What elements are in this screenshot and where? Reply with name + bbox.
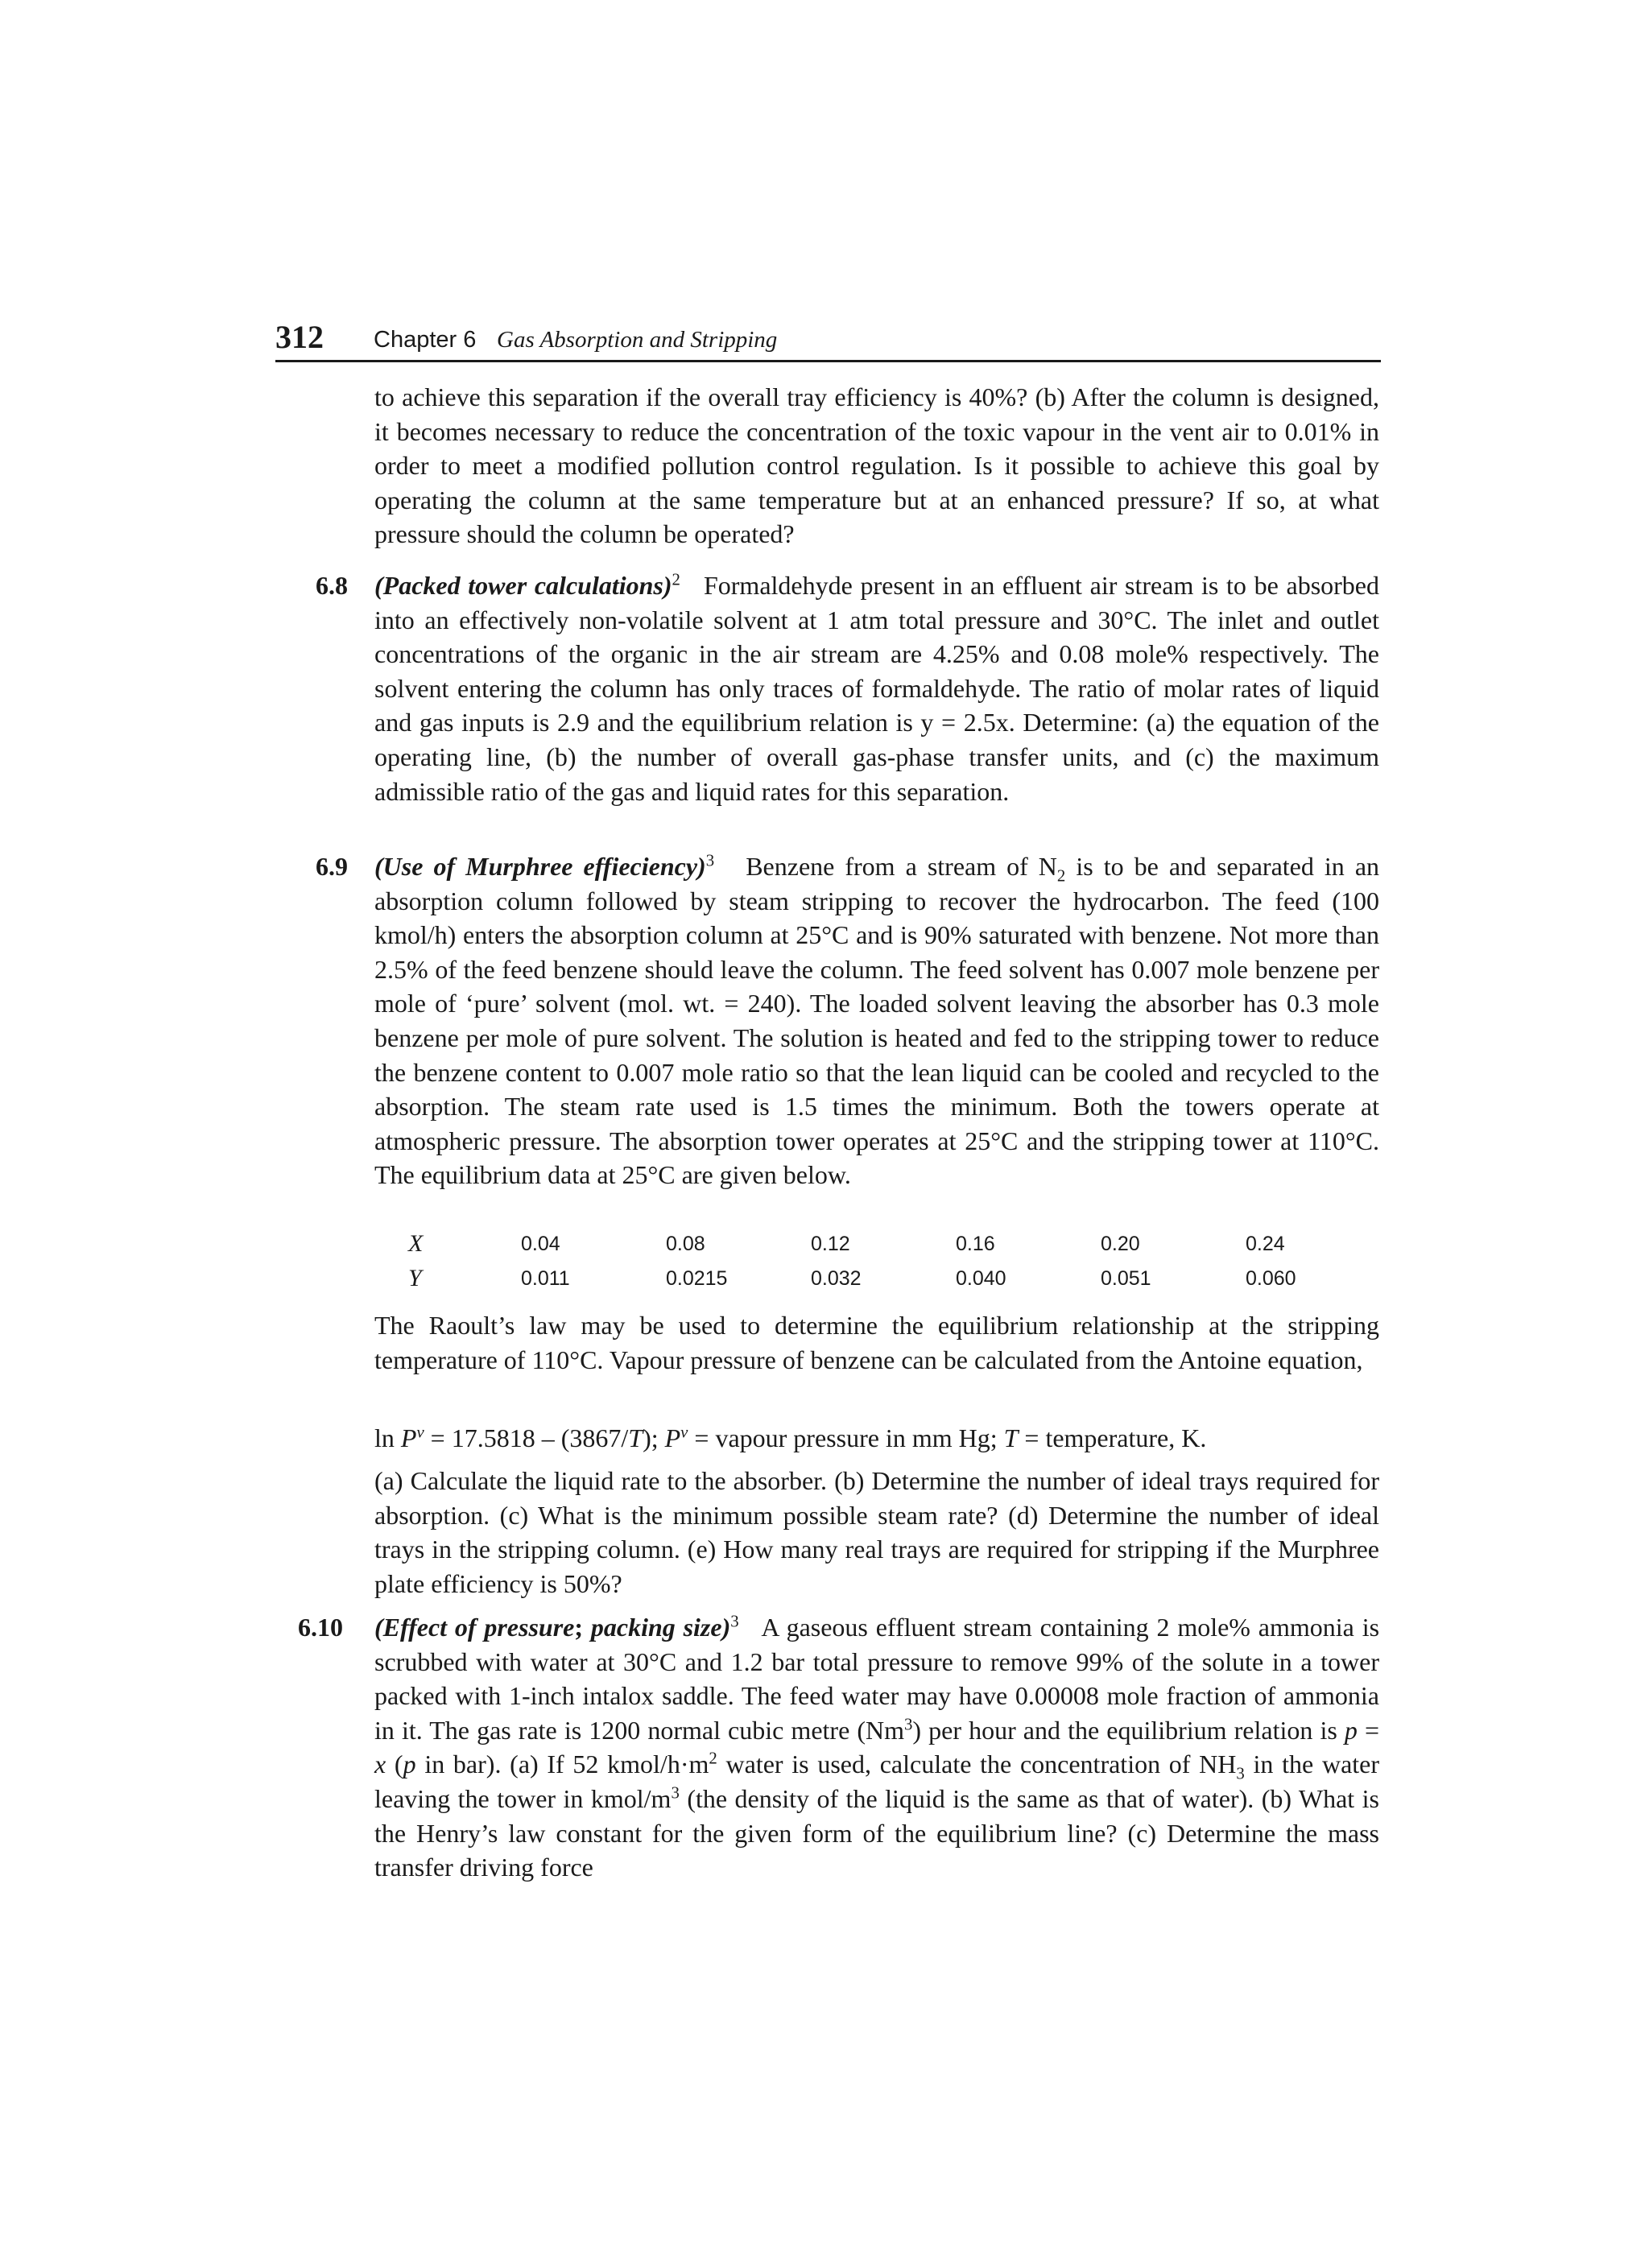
superscript: 3 <box>904 1715 913 1734</box>
problem-number-6-8: 6.8 <box>316 571 348 600</box>
body-part: ) per hour and the equilibrium relation is <box>912 1715 1345 1745</box>
problem-6-8-topic: (Packed tower calculations) <box>374 571 672 600</box>
subscript: 3 <box>1236 1764 1245 1783</box>
chapter-label: Chapter 6 <box>374 327 477 353</box>
problem-6-8-text <box>374 568 1379 808</box>
body-part: = <box>1357 1715 1380 1745</box>
body-part: water is used, calculate the concentration of NH <box>717 1750 1237 1779</box>
body-part: in the water leaving the tower in kmol/m <box>374 1750 1380 1813</box>
variable-p: p <box>403 1750 416 1779</box>
body-part: ( <box>386 1750 403 1779</box>
problem-6-10-topic <box>374 1613 730 1642</box>
equation-part: = vapour pressure in mm Hg; <box>688 1423 1004 1452</box>
table-cell: 0.04 <box>521 1233 560 1255</box>
equation-symbol-t: T <box>1003 1423 1019 1452</box>
problem-6-9-body-a: Benzene from a stream of N <box>746 852 1057 881</box>
body-part: (the density of the liquid is the same as that of water). (b) What is the Henry’s law constant for the given form of the equilibrium line? (c) Determine the mass transfer driving force <box>374 1783 1380 1882</box>
table-cell: 0.20 <box>1101 1233 1140 1255</box>
problem-number-6-10: 6.10 <box>298 1613 343 1642</box>
problem-6-10-ref: 3 <box>730 1612 739 1631</box>
problem-number-6-9: 6.9 <box>316 852 348 881</box>
table-label-y: Y <box>408 1265 422 1291</box>
body-part: A gaseous effluent stream containing 2 mole% ammonia is scrubbed with water at 30°C and 1.2 bar total pressure to remove 99% of the solute in a tower packed with 1-inch intalox saddle. The feed water may have 0.00008 mole fraction of ammonia in it. The gas rate is 1200 normal cubic metre (Nm <box>374 1613 1380 1745</box>
equation-superscript-v: v <box>416 1423 424 1442</box>
page-header <box>275 318 1381 362</box>
variable-x: x <box>374 1750 386 1779</box>
table-cell: 0.051 <box>1101 1267 1151 1290</box>
problem-6-9-ref: 3 <box>705 851 715 870</box>
problem-6-9-questions: (a) Calculate the liquid rate to the absorber. (b) Determine the number of ideal trays required for absorption. (c) What is the minimum possible steam rate? (d) Determine the number of ideal trays in the stripping column. (e) How many real trays are required for stripping if the Murphree plate efficiency is 50%? <box>374 1466 1379 1598</box>
superscript: 3 <box>671 1783 680 1803</box>
page-number: 312 <box>275 319 324 355</box>
raoult-paragraph: The Raoult’s law may be used to determine the equilibrium relationship at the stripping temperature of 110°C. Vapour pressure of benzene can be calculated from the Antoine equation, <box>374 1311 1379 1374</box>
topic-separator: ; <box>574 1613 584 1642</box>
problem-6-9-text <box>374 849 1379 1192</box>
antoine-equation <box>374 1421 1379 1456</box>
equation-symbol-p: P <box>400 1423 417 1452</box>
table-cell: 0.040 <box>956 1267 1006 1290</box>
equation-symbol-p: P <box>664 1423 681 1452</box>
table-cell: 0.011 <box>521 1267 570 1290</box>
topic-part: (Effect of pressure <box>374 1613 575 1642</box>
equation-superscript-v: v <box>680 1423 688 1442</box>
topic-part: packing size) <box>583 1613 731 1642</box>
problem-6-9-topic: (Use of Murphree effieciency) <box>374 852 706 881</box>
table-cell: 0.08 <box>666 1233 705 1255</box>
continuation-paragraph: to achieve this separation if the overall tray efficiency is 40%? (b) After the column is designed, it becomes necessary to reduce the concentration of the toxic vapour in the vent air to 0.01% in order to meet a modified pollution control regulation. Is it possible to achieve this goal by operating the column at the same temperature but at an enhanced pressure? If so, at what pressure should the column be operated? <box>374 382 1379 549</box>
chapter-title: Gas Absorption and Stripping <box>497 327 778 353</box>
superscript: 2 <box>709 1749 717 1768</box>
table-cell: 0.060 <box>1246 1267 1296 1290</box>
equation-symbol-t: T <box>628 1423 643 1452</box>
problem-6-9-sub: 2 <box>1056 866 1066 886</box>
equation-part: ln <box>374 1423 401 1452</box>
problem-6-8-ref: 2 <box>672 570 680 589</box>
table-label-x: X <box>408 1230 424 1257</box>
problem-6-9-body-b: is to be and separated in an absorption column followed by steam stripping to recover the hydrocarbon. The feed (100 kmol/h) enters the absorption column at 25°C and is 90% saturated with benzene. Not more than 2.5% of the feed benzene should leave the column. The feed solvent has 0.007 mole benzene per mole of ‘pure’ solvent (mol. wt. = 240). The loaded solvent leaving the absorber has 0.3 mole benzene per mole of pure solvent. The solution is heated and fed to the stripping tower to reduce the benzene content to 0.007 mole ratio so that the lean liquid can be cooled and recycled to the absorption. The steam rate used is 1.5 times the minimum. Both the towers operate at atmospheric pressure. The absorption tower operates at 25°C and the stripping tower at 110°C. The equilibrium data at 25°C are given below. <box>374 852 1380 1190</box>
table-cell: 0.24 <box>1246 1233 1285 1255</box>
problem-6-10-text <box>374 1610 1379 1885</box>
table-cell: 0.12 <box>811 1233 850 1255</box>
table-cell: 0.0215 <box>666 1267 728 1290</box>
equation-part: = 17.5818 – (3867/ <box>424 1423 629 1452</box>
table-cell: 0.032 <box>811 1267 862 1290</box>
equation-part: = temperature, K. <box>1018 1423 1207 1452</box>
problem-6-8-body: Formaldehyde present in an effluent air stream is to be absorbed into an effectively non-volatile solvent at 1 atm total pressure and 30°C. The inlet and outlet concentrations of the organic in the air stream are 4.25% and 0.08 mole% respectively. The solvent entering the column has only traces of formaldehyde. The ratio of molar rates of liquid and gas inputs is 2.9 and the equilibrium relation is y = 2.5x. Determine: (a) the equation of the operating line, (b) the number of overall gas-phase transfer units, and (c) the maximum admissible ratio of the gas and liquid rates for this separation. <box>374 571 1380 806</box>
equation-part: ); <box>643 1423 665 1452</box>
table-cell: 0.16 <box>956 1233 995 1255</box>
variable-p: p <box>1344 1715 1358 1745</box>
body-part: in bar). (a) If 52 kmol/h·m <box>415 1750 709 1779</box>
